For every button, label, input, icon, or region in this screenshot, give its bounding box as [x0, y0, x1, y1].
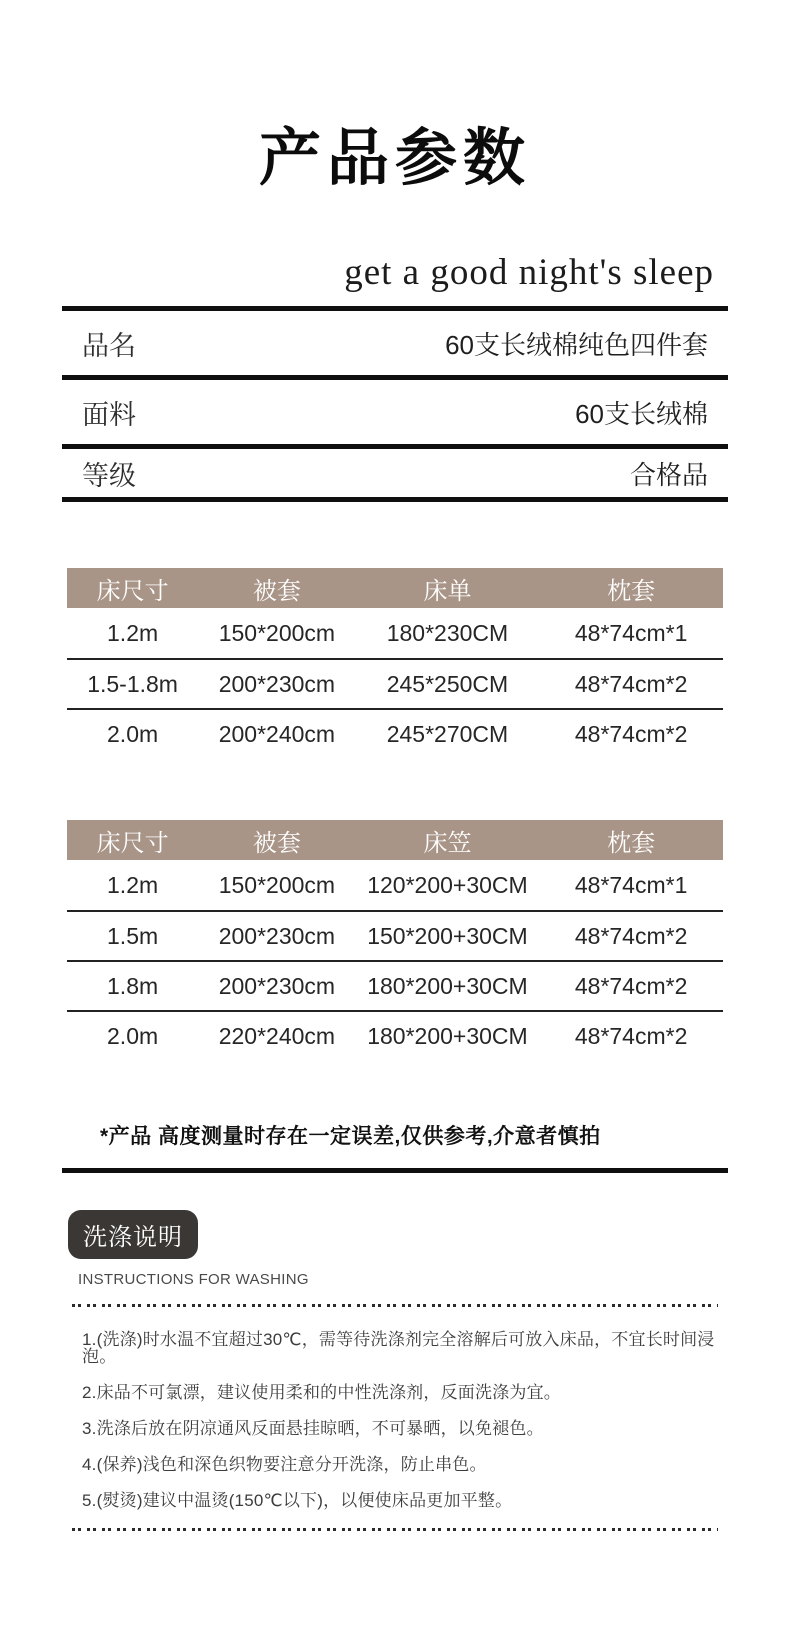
table-row [67, 860, 723, 910]
washing-instruction-item: 4.(保养)浅色和深色织物要注意分开洗涤，防止串色。 [82, 1455, 487, 1474]
cell: 48*74cm*2 [574, 670, 688, 697]
size-table-fitted-sheet [67, 820, 723, 1060]
cell: 180*200+30CM [367, 1022, 528, 1049]
cell: 1.2m [107, 619, 159, 646]
washing-instructions-subtitle: INSTRUCTIONS FOR WASHING [78, 1271, 309, 1288]
measurement-disclaimer: *产品 高度测量时存在一定误差,仅供参考,介意者慎拍 [100, 1125, 601, 1148]
cell: 1.5m [107, 922, 159, 949]
col-header-pillowcase: 枕套 [607, 829, 656, 857]
table-header-row [67, 568, 723, 608]
table-header-row [67, 820, 723, 860]
col-header-flat-sheet: 床单 [423, 577, 472, 605]
washing-instruction-item: 1.(洗涤)时水温不宜超过30℃，需等待洗涤剂完全溶解后可放入床品，不宜长时间浸泡。 [82, 1330, 715, 1366]
divider-line [62, 1168, 728, 1173]
subtitle-english: get a good night's sleep [344, 252, 714, 293]
dotted-divider-top [72, 1304, 718, 1307]
spec-row-product-name [62, 311, 728, 380]
cell: 200*230cm [218, 972, 336, 999]
spec-value: 合格品 [629, 459, 708, 490]
cell: 120*200+30CM [367, 871, 528, 898]
cell: 180*200+30CM [367, 972, 528, 999]
table-row [67, 960, 723, 1010]
cell: 245*250CM [386, 670, 509, 697]
washing-instruction-item: 2.床品不可氯漂，建议使用柔和的中性洗涤剂，反面洗涤为宜。 [82, 1383, 561, 1402]
spec-list [62, 306, 728, 502]
spec-value: 60支长绒棉纯色四件套 [445, 329, 708, 360]
washing-instruction-item: 5.(熨烫)建议中温烫(150℃以下)，以便使床品更加平整。 [82, 1491, 513, 1510]
col-header-duvet-cover: 被套 [252, 577, 301, 605]
col-header-bed-size: 床尺寸 [96, 829, 169, 857]
spec-value: 60支长绒棉 [575, 398, 708, 429]
cell: 200*230cm [218, 922, 336, 949]
table-row [67, 910, 723, 960]
washing-instruction-item: 3.洗涤后放在阴凉通风反面悬挂晾晒，不可暴晒，以免褪色。 [82, 1419, 544, 1438]
table-row [67, 658, 723, 708]
dotted-divider-bottom [72, 1528, 718, 1531]
cell: 1.2m [107, 871, 159, 898]
cell: 48*74cm*2 [574, 922, 688, 949]
cell: 1.8m [107, 972, 159, 999]
cell: 200*230cm [218, 670, 336, 697]
cell: 150*200cm [218, 871, 336, 898]
page-title: 产品参数 [258, 124, 531, 193]
cell: 48*74cm*2 [574, 972, 688, 999]
cell: 220*240cm [218, 1022, 336, 1049]
table-row [67, 608, 723, 658]
col-header-fitted-sheet: 床笠 [423, 829, 472, 857]
cell: 1.5-1.8m [87, 670, 178, 697]
cell: 48*74cm*2 [574, 720, 688, 747]
spec-label: 面料 [82, 399, 136, 430]
table-row [67, 708, 723, 758]
table-row [67, 1010, 723, 1060]
spec-label: 品名 [82, 330, 136, 361]
washing-instructions-list [82, 1331, 720, 1509]
spec-row-fabric [62, 380, 728, 449]
washing-instructions-badge: 洗涤说明 [68, 1210, 198, 1259]
cell: 245*270CM [386, 720, 509, 747]
col-header-duvet-cover: 被套 [252, 829, 301, 857]
spec-row-grade [62, 449, 728, 502]
cell: 200*240cm [218, 720, 336, 747]
spec-label: 等级 [82, 460, 136, 491]
cell: 48*74cm*1 [574, 619, 688, 646]
size-table-sheet [67, 568, 723, 758]
cell: 2.0m [107, 720, 159, 747]
cell: 180*230CM [386, 619, 509, 646]
col-header-bed-size: 床尺寸 [96, 577, 169, 605]
col-header-pillowcase: 枕套 [607, 577, 656, 605]
cell: 48*74cm*2 [574, 1022, 688, 1049]
cell: 2.0m [107, 1022, 159, 1049]
cell: 150*200+30CM [367, 922, 528, 949]
cell: 150*200cm [218, 619, 336, 646]
cell: 48*74cm*1 [574, 871, 688, 898]
